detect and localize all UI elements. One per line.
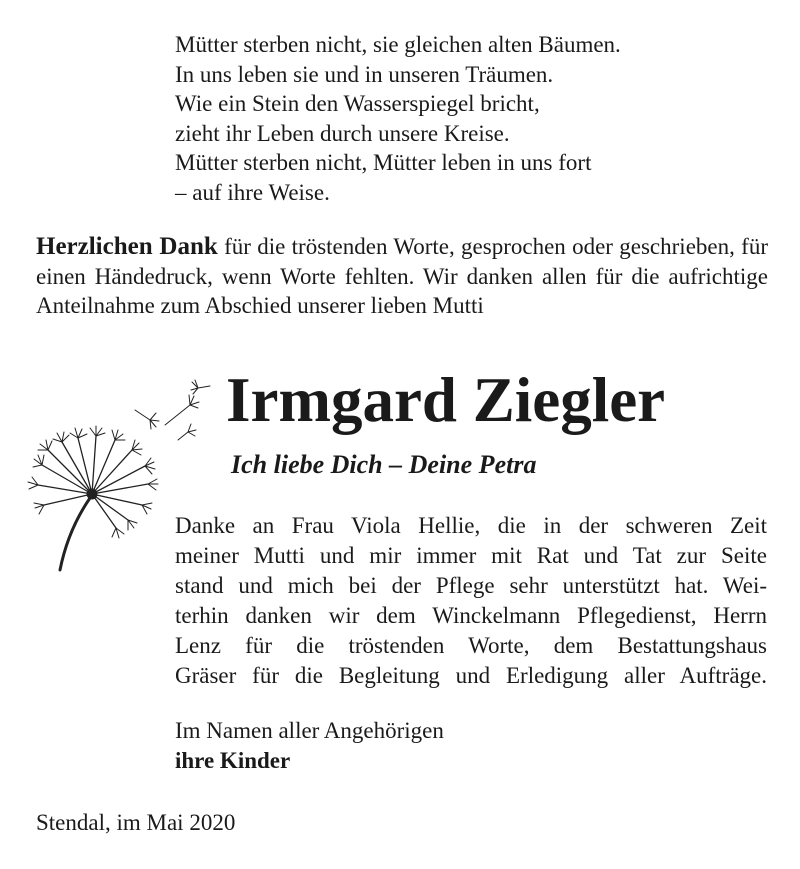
text-line: Lenz für die tröstenden Worte, dem Bestattungshaus bbox=[175, 633, 767, 658]
poem-line: Wie ein Stein den Wasserspiegel bricht, bbox=[175, 91, 540, 116]
deceased-name: Irmgard Ziegler bbox=[226, 365, 666, 435]
poem-line: zieht ihr Leben durch unsere Kreise. bbox=[175, 120, 510, 146]
thanks-lead: Herzlichen Dank bbox=[36, 233, 218, 260]
text-line: stand und mich bei der Pflege sehr unterstützt hat. Wei- bbox=[175, 573, 767, 598]
signature bbox=[175, 716, 444, 776]
text-line: meiner Mutti und mir immer mit Rat und Tat zur Seite bbox=[175, 543, 767, 568]
poem-line: – auf ihre Weise. bbox=[175, 179, 330, 205]
poem-line: Mütter sterben nicht, Mütter leben in uns fort bbox=[175, 150, 592, 175]
text-line: Gräser für die Begleitung und Erledigung aller Aufträge. bbox=[175, 663, 767, 688]
poem-line: Mütter sterben nicht, sie gleichen alten Bäumen. bbox=[175, 32, 621, 57]
poem-line: In uns leben sie und in unseren Träumen. bbox=[175, 61, 554, 87]
poem bbox=[175, 30, 621, 207]
place-date: Stendal, im Mai 2020 bbox=[36, 810, 236, 835]
thanks-text: für die tröstenden Worte, gesprochen oder geschrieben, für einen Händedruck, wenn Worte fehlten. Wir danken allen für die aufrichtige Anteilnahme zum Abschied unserer lieben Mutti bbox=[36, 234, 768, 318]
text-line: Danke an Frau Viola Hellie, die in der schweren Zeit bbox=[175, 513, 767, 538]
thanks-paragraph bbox=[36, 232, 768, 321]
signature-line: Im Namen aller Angehörigen bbox=[175, 718, 444, 743]
dedication: Ich liebe Dich – Deine Petra bbox=[231, 450, 537, 479]
signature-name: ihre Kinder bbox=[175, 748, 291, 773]
acknowledgement-text bbox=[175, 511, 767, 691]
text-line: terhin danken wir dem Winckelmann Pflegedienst, Herrn bbox=[175, 603, 767, 628]
